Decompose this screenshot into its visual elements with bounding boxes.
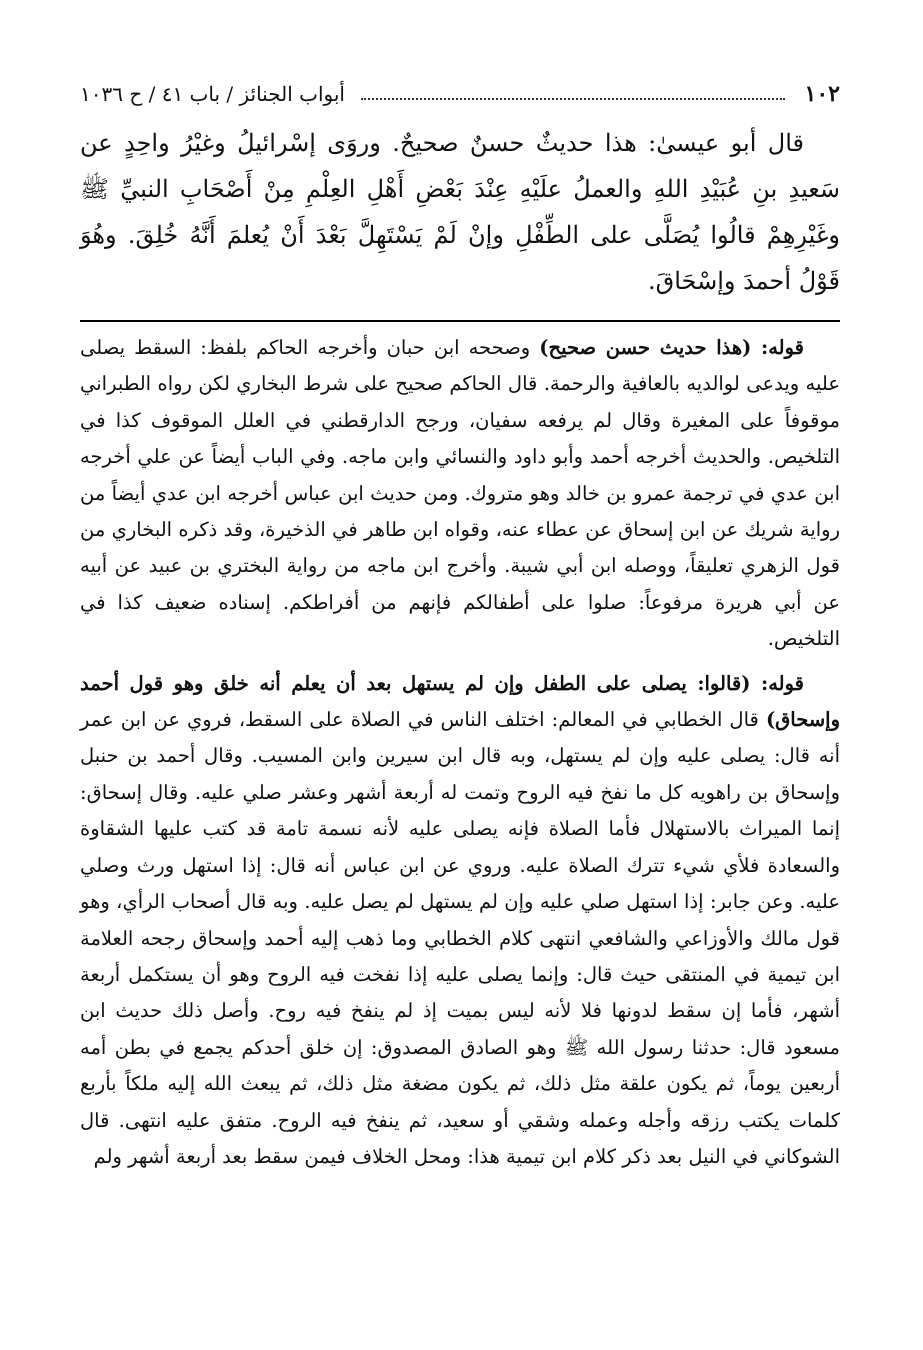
commentary-text-1: وصححه ابن حبان وأخرجه الحاكم بلفظ: السقط يصلى عليه ويدعى لوالديه بالعافية والرحمة. قال الحاكم صحيح على شرط البخاري لكن رواه الطبراني موقوفاً على المغيرة وقال لم يرفعه سفيان، ورجح الدارقطني في العلل الموقوف كذا في التلخيص. والحديث أخرجه أحمد وأبو داود والنسائي وابن ماجه. وفي الباب أيضاً عن علي أخرجه ابن عدي في ترجمة عمرو بن خالد وهو متروك. ومن حديث ابن عباس أخرجه ابن عدي أيضاً من رواية شريك عن ابن إسحاق عن عطاء عنه، وقواه ابن طاهر في الذخيرة، وقد ذكره البخاري من قول الزهري تعليقاً، ووصله ابن أبي شيبة. وأخرج ابن ماجه من رواية البختري بن عبيد عن أبيه عن أبي هريرة مرفوعاً: صلوا على أطفالكم فإنهم من أفراطكم. إسناده ضعيف كذا في التلخيص. [80, 336, 840, 651]
book-page [80, 78, 840, 1175]
commentary-lead-2: قوله: (قالوا: يصلى على الطفل وإن لم يستهل بعد أن يعلم أنه خلق وهو قول أحمد وإسحاق) [80, 671, 840, 732]
commentary-lead-1: قوله: (هذا حديث حسن صحيح) [539, 336, 805, 359]
running-head: أبواب الجنائز / باب ٤١ / ح ١٠٣٦ [80, 82, 345, 106]
commentary-paragraph-1 [80, 330, 840, 658]
hadith-paragraph: قال أبو عيسىٰ: هذا حديثٌ حسنٌ صحيحٌ. وروَى إسْرائيلُ وغيْرُ واحِدٍ عن سَعيدِ بنِ عُبَيْدِ اللهِ والعملُ علَيْهِ عِنْدَ بَعْضِ أَهْلِ العِلْمِ مِنْ أَصْحَابِ النبيِّ ﷺ وغَيْرِهِمْ قالُوا يُصَلَّى على الطِّفْلِ وإنْ لَمْ يَسْتَهِلَّ بَعْدَ أَنْ يُعلمَ أَنَّهُ خُلِقَ. وهُوَ قَوْلُ أحمدَ وإسْحَاقَ. [80, 129, 840, 295]
commentary-paragraph-2 [80, 666, 840, 1176]
footnote-divider [80, 320, 840, 322]
commentary-text-2: قال الخطابي في المعالم: اختلف الناس في الصلاة على السقط، فروي عن ابن عمر أنه قال: يصلى عليه وإن لم يستهل، وبه قال ابن سيرين وابن المسيب. وقال أحمد بن حنبل وإسحاق بن راهويه كل ما نفخ فيه الروح وتمت له أربعة أشهر وعشر صلي عليه. وقال إسحاق: إنما الميراث بالاستهلال فأما الصلاة فإنه يصلى عليه لأنه نسمة تامة قد كتب عليها الشقاوة والسعادة فلأي شيء تترك الصلاة عليه. وروي عن ابن عباس أنه قال: إذا استهل ورث وصلي عليه. وعن جابر: إذا استهل صلي عليه وإن لم يستهل لم يصل عليه. وبه قال أصحاب الرأي، وهو قول مالك والأوزاعي والشافعي انتهى كلام الخطابي وما ذهب إليه أحمد وإسحاق رجحه العلامة ابن تيمية في المنتقى حيث قال: وإنما يصلى عليه إذا نفخت فيه الروح وهو أن يستكمل أربعة أشهر، فأما إن سقط لدونها فلا لأنه ليس بميت إذ لم ينفخ فيه روح. وأصل ذلك حديث ابن مسعود قال: حدثنا رسول الله ﷺ وهو الصادق المصدوق: إن خلق أحدكم يجمع في بطن أمه أربعين يوماً، ثم يكون علقة مثل ذلك، ثم يكون مضغة مثل ذلك، ثم يبعث الله إليه ملكاً بأربع كلمات يكتب رزقه وأجله وعمله وشقي أو سعيد، ثم ينفخ فيه الروح. متفق عليه انتهى. قال الشوكاني في النيل بعد ذكر كلام ابن تيمية هذا: ومحل الخلاف فيمن سقط بعد أربعة أشهر ولم [80, 708, 840, 1168]
page-header [80, 78, 840, 110]
commentary [80, 330, 840, 1175]
hadith-text [80, 120, 840, 304]
page-number: ١٠٢ [804, 81, 840, 107]
leader-dots [361, 98, 785, 100]
